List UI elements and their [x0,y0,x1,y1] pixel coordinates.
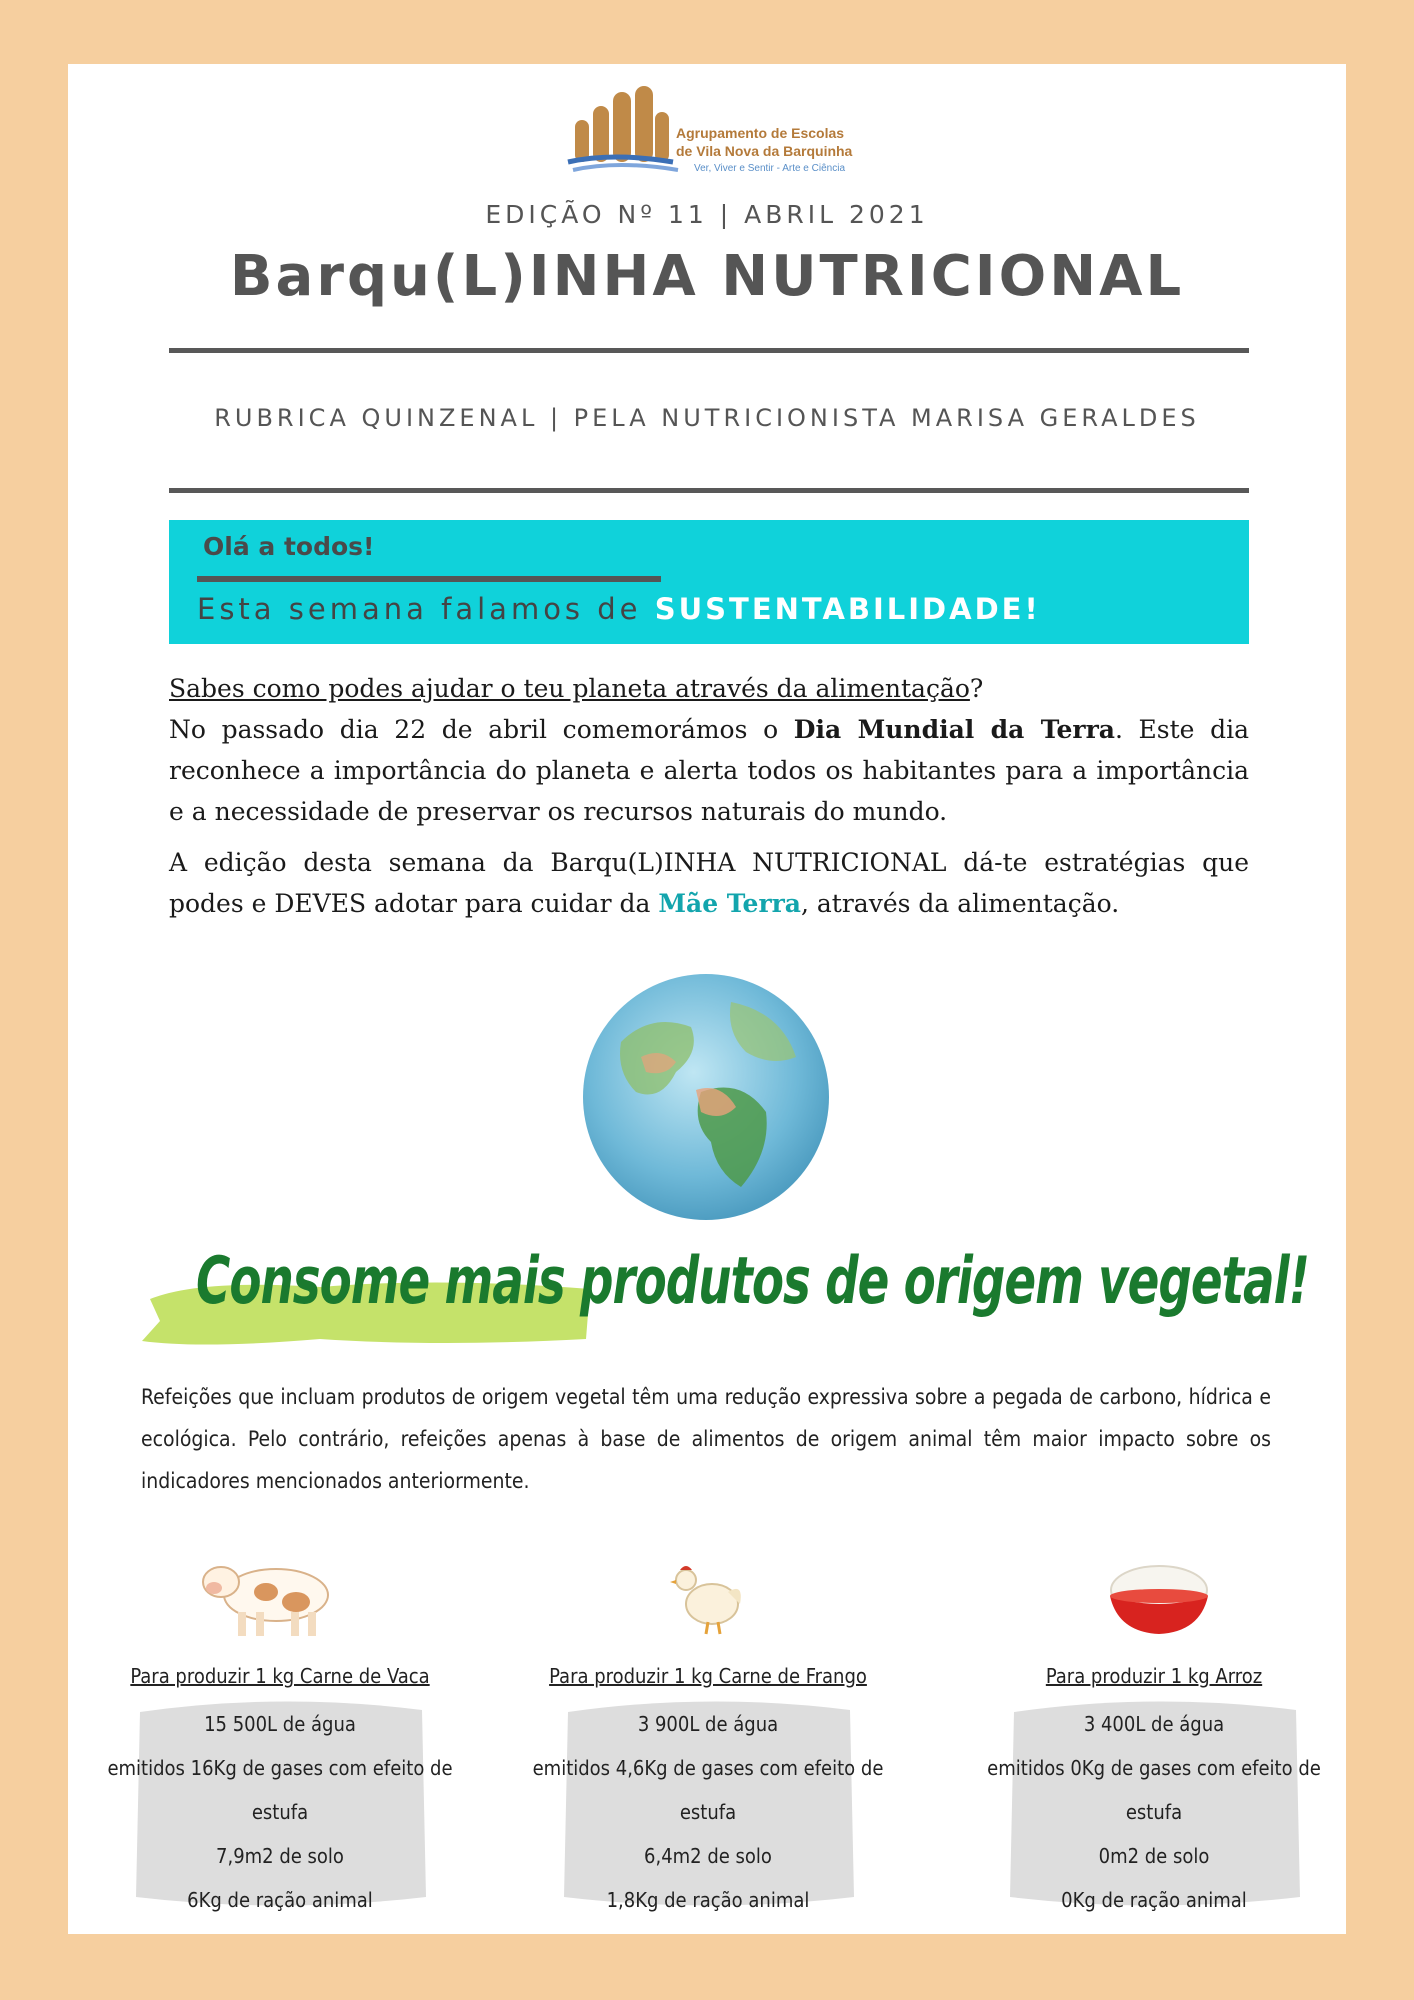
comparison-rice [964,1664,1344,1922]
earth-globe-icon [581,972,831,1222]
gases-value: emitidos 0Kg de gases com efeito de estufa [987,1756,1321,1824]
cow-icon [196,1550,336,1640]
intro-question: Sabes como podes ajudar o teu planeta através da alimentação [169,674,970,703]
feed-value: 1,8Kg de ração animal [606,1888,810,1912]
feed-value: 0Kg de ração animal [1061,1888,1247,1912]
topic-line [197,592,1041,626]
section-paragraph: Refeições que incluam produtos de origem vegetal têm uma redução expressiva sobre a pegada de carbono, hídrica e ecológica. Pelo contrário, refeições apenas à base de alimentos de origem animal têm maior impacto sobre os indicadores mencionados anteriormente. [141,1385,1271,1493]
comparison-title: Para produzir 1 kg Carne de Frango [549,1664,867,1688]
logo-tagline: Ver, Viver e Sentir - Arte e Ciência [694,163,846,174]
logo-line-2: de Vila Nova da Barquinha [676,143,853,159]
comparison-chicken [518,1664,898,1922]
greeting-underline [197,576,661,582]
intro-text [169,668,1249,934]
section-headline: Consome mais produtos de origem vegetal! [196,1244,1309,1319]
intro-paragraph-2 [169,842,1249,924]
topic-highlight: SUSTENTABILIDADE! [654,592,1041,626]
comparison-title: Para produzir 1 kg Carne de Vaca [130,1664,430,1688]
divider-top [169,348,1249,353]
intro-paragraph-1 [169,709,1249,832]
gases-value: emitidos 16Kg de gases com efeito de estufa [107,1756,453,1824]
intro-p1-bold: Dia Mundial da Terra [793,715,1115,744]
intro-p2-b: , através da alimentação. [801,889,1120,918]
comparison-beef [90,1664,470,1922]
divider-bottom [169,488,1249,493]
feed-value: 6Kg de ração animal [187,1888,373,1912]
water-value: 15 500L de água [204,1712,356,1736]
page-title: Barqu(L)INHA NUTRICIONAL [229,244,1185,309]
intro-p1-a: No passado dia 22 de abril comemorámos o [169,715,794,744]
water-value: 3 900L de água [637,1712,779,1736]
greeting: Olá a todos! [203,532,375,561]
comparison-title: Para produzir 1 kg Arroz [1045,1664,1263,1688]
topic-lead: Esta semana falamos de [197,592,655,626]
soil-value: 0m2 de solo [1098,1844,1210,1868]
logo-text [676,124,852,178]
intro-p2-a: A edição desta semana da Barqu(L)INHA NUTRICIONAL dá-te estratégias que podes e DEVES adotar para cuidar da [169,848,1249,918]
gases-value: emitidos 4,6Kg de gases com efeito de estufa [532,1756,884,1824]
rubrica-line: RUBRICA QUINZENAL | PELA NUTRICIONISTA MARISA GERALDES [214,404,1200,432]
soil-value: 7,9m2 de solo [216,1844,344,1868]
edition-line: EDIÇÃO Nº 11 | ABRIL 2021 [485,200,929,229]
chicken-icon [668,1558,748,1638]
rice-bowl-icon [1104,1560,1214,1640]
intro-p2-teal: Mãe Terra [658,889,801,918]
intro-p1-b: . Este dia reconhece a importância do planeta e alerta todos os habitantes para a importância e a necessidade de preservar os recursos naturais do mundo. [169,715,1250,826]
intro-question-mark: ? [969,674,984,703]
intro-banner [169,520,1249,644]
soil-value: 6,4m2 de solo [644,1844,772,1868]
newsletter-page [68,64,1346,1934]
water-value: 3 400L de água [1083,1712,1225,1736]
logo-line-1: Agrupamento de Escolas [676,125,845,141]
